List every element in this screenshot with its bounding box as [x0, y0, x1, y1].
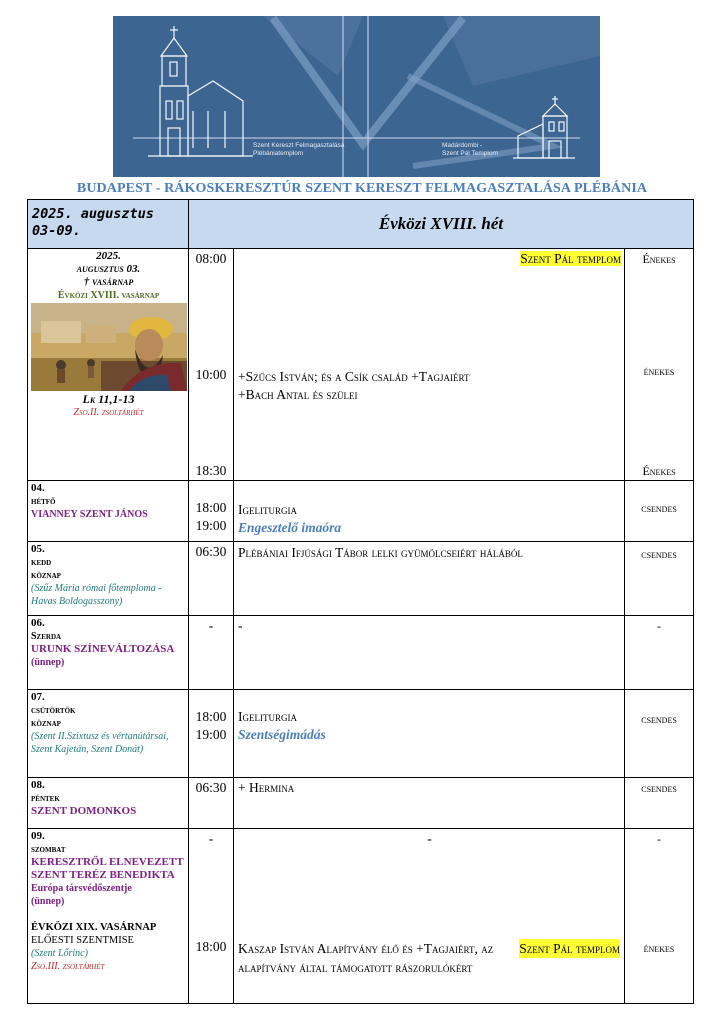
day-cell-monday — [28, 481, 189, 542]
kind-cell — [625, 249, 694, 481]
gospel-painting-icon — [31, 303, 187, 391]
day-weekday: csütörtök — [31, 705, 76, 716]
day-cell-sunday — [28, 249, 189, 481]
day-rank: köznap — [31, 718, 61, 729]
kind-cell: csendes — [625, 690, 694, 778]
times-cell — [189, 690, 234, 778]
week-title: Évközi XVIII. hét — [189, 200, 694, 249]
day-number: 06. — [31, 617, 45, 629]
mass-time: 06:30 — [195, 544, 227, 559]
kind-cell: csendes — [625, 542, 694, 616]
times-cell — [189, 542, 234, 616]
intentions-cell — [234, 690, 625, 778]
intentions-cell — [234, 829, 625, 1004]
mass-time: 18:30 — [195, 463, 227, 478]
table-row — [28, 481, 694, 542]
day-feast: VIANNEY SZENT JÁNOS — [31, 509, 148, 520]
mass-time: 10:00 — [195, 367, 227, 382]
banner-left-caption: Szent Kereszt Felmagasztalása Plébániatemplom — [253, 142, 345, 157]
gospel-ref: Lk 11,1-13 — [82, 392, 135, 406]
kind-cell — [625, 829, 694, 1004]
day-year: 2025. — [96, 250, 121, 262]
mass-kind: - — [657, 832, 662, 846]
table-row — [28, 542, 694, 616]
day-weekday: † vasárnap — [83, 276, 134, 288]
vigil-subtitle: ELŐESTI SZENTMISE — [31, 935, 134, 946]
empty-marker: - — [427, 831, 432, 846]
day-patron: Európa társvédőszentje — [31, 883, 132, 894]
day-cell-tuesday — [28, 542, 189, 616]
church-badge: Szent Pál templom — [519, 941, 620, 956]
table-row — [28, 616, 694, 690]
day-number: 09. — [31, 830, 45, 842]
day-feast: URUNK SZÍNEVÁLTOZÁSA — [31, 643, 175, 655]
mass-intention: +Bach Antal és szülei — [238, 387, 358, 402]
times-cell — [189, 481, 234, 542]
table-header-row — [28, 200, 694, 249]
intentions-cell — [234, 481, 625, 542]
day-feast: SZENT DOMONKOS — [31, 805, 137, 817]
mass-kind: énekes — [643, 364, 675, 378]
day-weekday: péntek — [31, 793, 60, 804]
day-cell-saturday — [28, 829, 189, 1004]
day-feast: Évközi XVIII. vasárnap — [57, 290, 160, 301]
parish-title: BUDAPEST - RÁKOSKERESZTÚR SZENT KERESZT FELMAGASZTALÁSA PLÉBÁNIA — [76, 181, 648, 196]
mass-intention-block — [238, 939, 620, 977]
day-number: 07. — [31, 691, 45, 703]
mass-time: 18:00 — [195, 500, 227, 515]
banner-right-caption: Madárdombi - Szent Pál Templom — [442, 142, 498, 157]
intentions-cell — [234, 249, 625, 481]
banner-graphic-icon — [113, 16, 600, 177]
table-row — [28, 249, 694, 481]
times-cell: 06:30 — [189, 778, 234, 829]
intentions-cell: - — [234, 616, 625, 690]
header-banner — [113, 16, 600, 177]
day-cell-wednesday — [28, 616, 189, 690]
day-note: (Szent Lőrinc) — [31, 948, 88, 959]
devotion-title: Szentségimádás — [238, 727, 326, 742]
table-row — [28, 778, 694, 829]
kind-cell: - — [625, 616, 694, 690]
day-weekday: Szerda — [31, 631, 62, 642]
day-feast: KERESZTRŐL ELNEVEZETT SZENT TERÉZ BENEDIKTA — [31, 856, 184, 881]
mass-intention: +Szűcs István; és a Csík család +Tagjaiért — [238, 369, 470, 384]
day-note: (Szűz Mária római főtemploma - Havas Boldogasszony) — [31, 583, 162, 607]
times-cell: - — [189, 616, 234, 690]
day-number: 08. — [31, 779, 45, 791]
times-cell — [189, 249, 234, 481]
day-rank: (ünnep) — [31, 896, 65, 907]
day-rank: köznap — [31, 570, 61, 581]
schedule-table — [27, 199, 694, 1004]
psalter-week: Zso.III. zsoltárhét — [31, 961, 105, 972]
mass-intention: Kaszap István Alapítvány élő és +Tagjaiért, az alapítvány által támogatott rászorulókért — [238, 941, 494, 975]
mass-time: 18:00 — [195, 939, 227, 954]
day-rank: (ünnep) — [31, 657, 65, 668]
mass-intention: Igeliturgia — [238, 502, 297, 517]
church-badge: Szent Pál templom — [520, 251, 621, 266]
intentions-cell: Plébániai Ifjúsági Tábor lelki gyümölcseiért hálából — [234, 542, 625, 616]
day-cell-friday — [28, 778, 189, 829]
mass-kind: Énekes — [642, 464, 676, 478]
mass-time: 19:00 — [195, 727, 227, 742]
mass-kind: Énekes — [642, 252, 676, 266]
date-range: 2025. augusztus 03-09. — [28, 200, 189, 249]
times-cell — [189, 829, 234, 1004]
mass-time: - — [208, 831, 214, 846]
psalter-week: Zso.II. zsoltárhét — [73, 407, 144, 418]
kind-cell: csendes — [625, 778, 694, 829]
day-date: augusztus 03. — [76, 263, 141, 275]
mass-intention: Igeliturgia — [238, 709, 297, 724]
vigil-title: ÉVKÖZI XIX. VASÁRNAP — [31, 922, 157, 933]
table-row — [28, 829, 694, 1004]
mass-time: 18:00 — [195, 709, 227, 724]
devotion-title: Engesztelő imaóra — [238, 520, 342, 535]
mass-time: 19:00 — [195, 518, 227, 533]
table-row — [28, 690, 694, 778]
kind-cell: csendes — [625, 481, 694, 542]
day-weekday: kedd — [31, 557, 52, 568]
day-note: (Szent II.Szixtusz és vértanútársai, Szent Kajetán, Szent Donát) — [31, 731, 169, 755]
day-number: 04. — [31, 482, 45, 494]
mass-kind: énekes — [643, 941, 675, 955]
day-number: 05. — [31, 543, 45, 555]
day-weekday: szombat — [31, 844, 66, 855]
day-weekday: hétfő — [31, 496, 56, 507]
mass-time: 08:00 — [195, 251, 227, 266]
day-cell-thursday — [28, 690, 189, 778]
intentions-cell: + Hermina — [234, 778, 625, 829]
